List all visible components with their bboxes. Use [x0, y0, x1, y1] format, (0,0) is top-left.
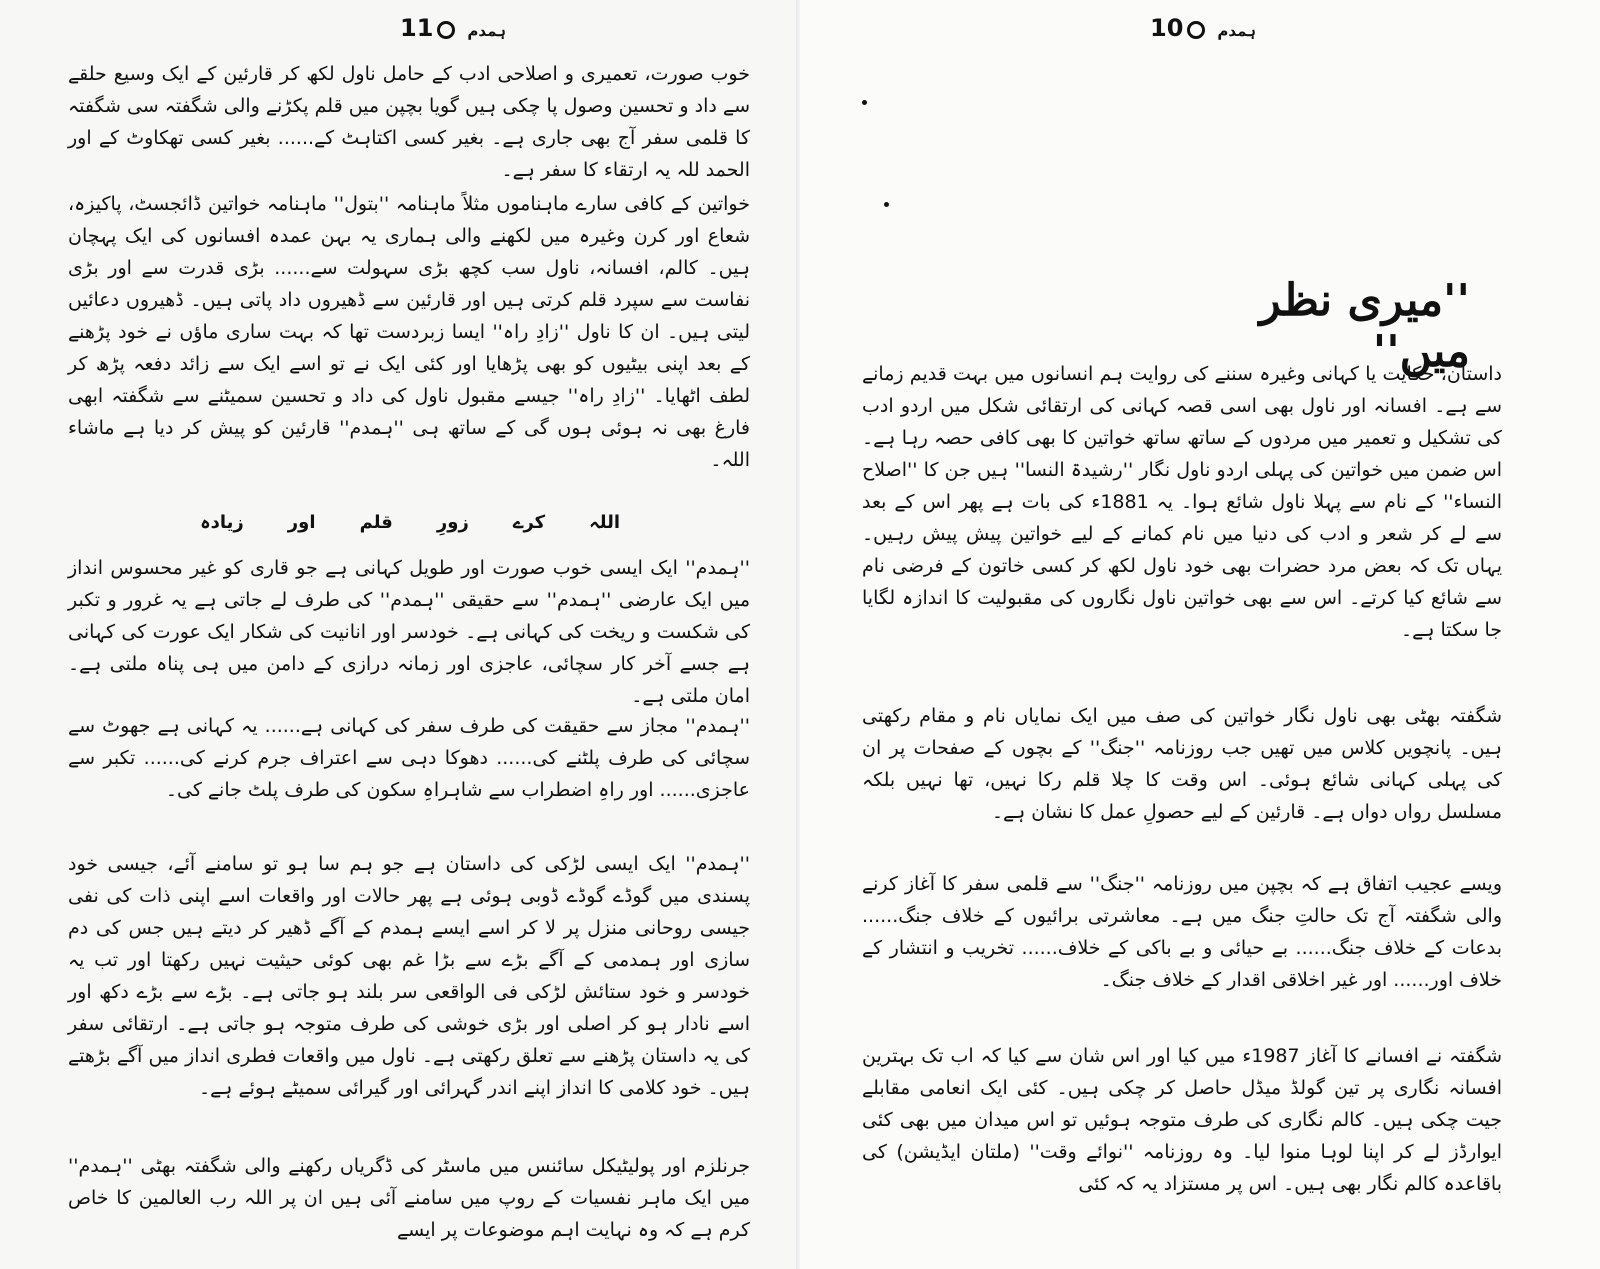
page-number: 10	[1150, 14, 1184, 42]
header-label: ہمدم	[467, 22, 506, 40]
paragraph: ''ہمدم'' ایک ایسی لڑکی کی داستان ہے جو ہم سا ہو تو سامنے آئے، جیسی خود پسندی میں گوڈے گوڈے ڈوبی ہوئی ہے پھر حالات اور واقعات اسے اپنی ذات کی نفی جیسی روحانی منزل پر لا کر اسے ایسے ہمدم کے آگے ڈھیر کر دیتے ہیں جس کی دم سازی اور ہمدمی کے آگے بڑے سے بڑا غم بھی کوئی حیثیت نہیں رکھتا اور تب یہ خودسر و خود ستائش لڑکی فی الواقعی سر بلند ہو جاتی ہے۔ بڑے سے بڑے دکھ اور اسے نادار ہو کر اصلی اور بڑی خوشی کی طرف متوجہ ہو جاتی ہے۔ ارتقائی سفر کی یہ داستان پڑھنے سے تعلق رکھتی ہے۔ ناول میں واقعات فطری انداز میں آگے بڑھتے ہیں۔ خود کلامی کا انداز اپنے اندر گہرائی اور گیرائی سمیٹے ہوئے ہے۔	[68, 853, 750, 1099]
motto-word: قلم	[359, 512, 393, 533]
header-label: ہمدم	[1217, 22, 1256, 40]
speck	[884, 202, 889, 207]
paragraph: ویسے عجیب اتفاق ہے کہ بچپن میں روزنامہ ''جنگ'' سے قلمی سفر کا آغاز کرنے والی شگفتہ آج تک حالتِ جنگ میں ہے۔ معاشرتی برائیوں کے خلاف جنگ...... بدعات کے خلاف جنگ...... بے حیائی و بے باکی کے خلاف...... تخریب و انتشار کے خلاف اور...... اور غیر اخلاقی اقدار کے خلاف جنگ۔	[862, 873, 1502, 991]
circle-icon	[1187, 21, 1205, 39]
motto-line	[200, 512, 620, 533]
circle-icon	[437, 21, 455, 39]
paragraph: شگفتہ نے افسانے کا آغاز 1987ء میں کیا اور اس شان سے کیا کہ اب تک بہترین افسانہ نگاری پر تین گولڈ میڈل حاصل کر چکی ہیں۔ کئی ایک انعامی مقابلے جیت چکی ہیں۔ کالم نگاری کی طرف متوجہ ہوئیں تو اس میدان میں بھی کئی ایوارڈز لے کر اپنا لوہا منوا لیا۔ وہ روزنامہ ''نوائے وقت'' (ملتان ایڈیشن) کی باقاعدہ کالم نگار بھی ہیں۔ اس پر مستزاد یہ کہ کئی	[862, 1045, 1502, 1195]
speck	[862, 100, 867, 105]
motto-word: کرے	[512, 512, 546, 533]
paragraph: ''ہمدم'' مجاز سے حقیقت کی طرف سفر کی کہانی ہے...... یہ کہانی ہے جھوٹ سے سچائی کی طرف پلٹنے کی...... دھوکا دہی سے اعتراف جرم کرنے کی...... تکبر سے عاجزی...... اور راہِ اضطراب سے شاہراہِ سکون کی طرف پلٹ جانے کی۔	[68, 715, 750, 801]
motto-word: زیادہ	[200, 512, 244, 533]
paragraph: خواتین کے کافی سارے ماہناموں مثلاً ماہنامہ ''بتول'' ماہنامہ خواتین ڈائجسٹ، پاکیزہ، شعاع اور کرن وغیرہ میں لکھنے والی ہماری یہ بہن عمدہ افسانوں کی ایک پہچان ہیں۔ کالم، افسانہ، ناول سب کچھ بڑی سہولت سے...... بڑی قدرت سے اور بڑی نفاست سے سپرد قلم کرتی ہیں اور قارئین سے ڈھیروں داد پاتی ہیں۔ ڈھیروں دعائیں لیتی ہیں۔ ان کا ناول ''زادِ راہ'' ایسا زبردست تھا کہ بہت ساری ماؤں نے خود پڑھنے کے بعد اپنی بیٹیوں کو بھی پڑھایا اور کئی ایک نے تو اسے ایک سے زائد دفعہ پڑھ کر لطف اٹھایا۔ ''زادِ راہ'' جیسے مقبول ناول کی داد و تحسین سمیٹنے سے شگفتہ ابھی فارغ بھی نہ ہوئی ہوں گی کے ساتھ ہی ''ہمدم'' قارئین کو پیش کر دیا ہے ماشاء اللہ۔	[68, 193, 750, 471]
motto-word: اللہ	[589, 512, 620, 533]
page-header-left	[400, 14, 506, 42]
page-number: 11	[400, 14, 434, 42]
paragraph: داستان، حکایت یا کہانی وغیرہ سننے کی روایت ہم انسانوں میں بہت قدیم زمانے سے ہے۔ افسانہ اور ناول بھی اسی قصہ کہانی کی ارتقائی شکل میں اردو ادب کی تشکیل و تعمیر میں مردوں کے ساتھ ساتھ خواتین کا بھی کافی حصہ رہا ہے۔ اس ضمن میں خواتین کی پہلی اردو ناول نگار ''رشیدۃ النسا'' ہیں جن کا ''اصلاح النساء'' کے نام سے پہلا ناول شائع ہوا۔ یہ 1881ء کی بات ہے پھر اس کے بعد سے لے کر شعر و ادب کی دنیا میں نام کمانے کے لیے خواتین پیش پیش رہیں۔ یہاں تک کہ بعض مرد حضرات بھی خود ناول لکھ کر کسی خاتون کے فرضی نام سے شائع کیا کرتے۔ اس سے بھی خواتین ناول نگاروں کی مقبولیت کا اندازہ لگایا جا سکتا ہے۔	[862, 363, 1502, 641]
motto-word: زورِ	[436, 512, 469, 533]
paragraph: شگفتہ بھٹی بھی ناول نگار خواتین کی صف میں ایک نمایاں نام و مقام رکھتی ہیں۔ پانچویں کلاس میں تھیں جب روزنامہ ''جنگ'' کے بچوں کے صفحات پر ان کی پہلی کہانی شائع ہوئی۔ اس وقت کا چلا قلم رکا نہیں، تھا نہیں بلکہ مسلسل رواں دواں ہے۔ قارئین کے لیے حصولِ عمل کا نشان ہے۔	[862, 705, 1502, 823]
paragraph: جرنلزم اور پولیٹیکل سائنس میں ماسٹر کی ڈگریاں رکھنے والی شگفتہ بھٹی ''ہمدم'' میں ایک ماہر نفسیات کے روپ میں سامنے آئی ہیں ان پر اللہ رب العالمین کا خاص کرم ہے کہ وہ نہایت اہم موضوعات پر ایسے	[68, 1155, 750, 1241]
article-title: ''میری نظر میں''	[1259, 275, 1470, 377]
paragraph: ''ہمدم'' ایک ایسی خوب صورت اور طویل کہانی ہے جو قاری کو غیر محسوس انداز میں ایک عارضی ''ہمدم'' سے حقیقی ''ہمدم'' کی طرف لے جاتی ہے یہ غرور و تکبر کی شکست و ریخت کی کہانی ہے۔ خودسر اور انانیت کی شکار ایک عورت کی کہانی ہے جسے آخر کار سچائی، عاجزی اور زمانہ درازی کے دامن میں ہی پناہ ملتی ہے۔ امان ملتی ہے۔	[68, 557, 750, 707]
motto-word: اور	[287, 512, 316, 533]
page-header-right	[1150, 14, 1256, 42]
paragraph: خوب صورت، تعمیری و اصلاحی ادب کے حامل ناول لکھ کر قارئین کے ایک وسیع حلقے سے داد و تحسین وصول پا چکی ہیں گویا بچپن میں قلم پکڑنے والی شگفتہ سی شگفتہ کا قلمی سفر آج بھی جاری ہے۔ بغیر کسی اکتاہٹ کے...... بغیر کسی تھکاوٹ کے اور الحمد للہ یہ ارتقاء کا سفر ہے۔	[68, 63, 750, 181]
